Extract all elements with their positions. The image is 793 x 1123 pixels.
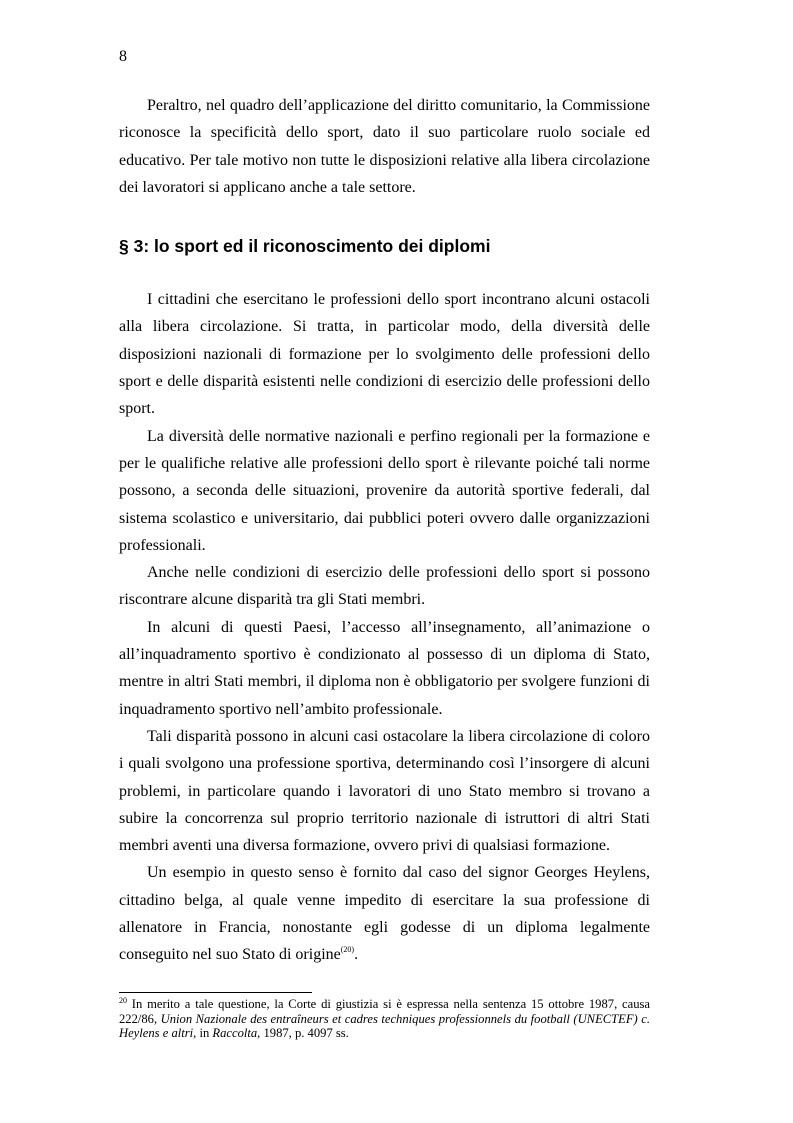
footnote-text-before: In merito a tale questione, la Corte di giustizia si è espressa nella sentenza 15 ottobre 1987, causa 222/86, [119,997,650,1026]
footnote-text-after: , 1987, p. 4097 ss. [257,1026,349,1041]
footnote [119,997,650,1041]
page-number: 8 [119,48,127,65]
main-text [119,92,650,969]
footnote-reference: (20) [340,945,355,955]
body-paragraph: Anche nelle condizioni di esercizio delle professioni dello sport si possono riscontrare alcune disparità tra gli Stati membri. [119,564,650,609]
body-paragraph: Tali disparità possono in alcuni casi ostacolare la libera circolazione di coloro i quali svolgono una professione sportiva, determinando così l’insorgere di alcuni problemi, in particolare quando i lavoratori di uno Stato membro si trovano a subire la concorrenza sul proprio territorio nazionale di istruttori di altri Stati membri aventi una diversa formazione, ovvero privi di qualsiasi formazione. [119,727,650,855]
body-paragraph: I cittadini che esercitano le professioni dello sport incontrano alcuni ostacoli alla libera circolazione. Si tratta, in particolar modo, della diversità delle disposizioni nazionali di formazione per lo svolgimento delle professioni dello sport e delle disparità esistenti nelle condizioni di esercizio delle professioni dello sport. [119,291,650,418]
paragraph-end: . [354,946,359,964]
body-paragraph: La diversità delle normative nazionali e perfino regionali per la formazione e per le qualifiche relative alle professioni dello sport è rilevante poiché tali norme possono, a seconda delle situazioni, provenire da autorità sportive federali, dal sistema scolastico e universitario, dai pubblici poteri ovvero dalle organizzazioni professionali. [119,427,650,554]
footnote-publication: Raccolta [212,1026,258,1041]
footnote-text-middle: , in [193,1026,213,1041]
footnote-divider [119,992,312,993]
body-paragraph-last [119,859,650,968]
footnote-number: 20 [119,996,127,1005]
body-paragraph-last-text: Un esempio in questo senso è fornito dal caso del signor Georges Heylens, cittadino belga, al quale venne impedito di esercitare la sua professione di allenatore in Francia, nonostante egli godesse di un diploma legalmente conseguito nel suo Stato di origine [119,864,650,964]
footnote-case-title: Union Nazionale des entraîneurs et cadres techniques professionnels du football (UNECTEF) c. Heylens e altri [119,1011,651,1041]
body-paragraph: In alcuni di questi Paesi, l’accesso all’insegnamento, all’animazione o all’inquadramento sportivo è condizionato al possesso di un diploma di Stato, mentre in altri Stati membri, il diploma non è obbligatorio per svolgere funzioni di inquadramento sportivo nell’ambito professionale. [119,618,650,718]
section-heading: § 3: lo sport ed il riconoscimento dei diplomi [119,236,491,257]
intro-paragraph: Peraltro, nel quadro dell’applicazione del diritto comunitario, la Commissione riconosce la specificità dello sport, dato il suo particolare ruolo sociale ed educativo. Per tale motivo non tutte le disposizioni relative alla libera circolazione dei lavoratori si applicano anche a tale settore. [119,97,650,196]
